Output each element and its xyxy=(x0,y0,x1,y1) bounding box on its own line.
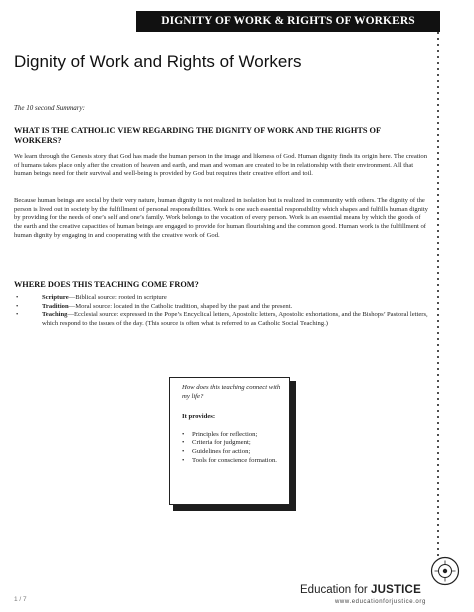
brand-logo-text xyxy=(300,584,421,596)
list-item xyxy=(14,294,428,303)
list-item xyxy=(182,431,281,440)
header-banner: DIGNITY OF WORK & RIGHTS OF WORKERS xyxy=(136,11,440,32)
bullet-marker: • xyxy=(16,294,19,301)
brand-prefix: Education for xyxy=(300,584,371,596)
section-heading-catholic-view: WHAT IS THE CATHOLIC VIEW REGARDING THE DIGNITY OF WORK AND THE RIGHTS OF WORKERS? xyxy=(14,126,381,145)
website-url: www.educationforjustice.org xyxy=(335,599,426,605)
dotted-rule xyxy=(437,30,439,558)
source-term: Teaching xyxy=(42,311,68,319)
list-item xyxy=(182,457,281,466)
callout-question: How does this teaching connect with my life? xyxy=(182,384,281,400)
bullet-marker: • xyxy=(182,430,185,438)
callout-item-text: Principles for reflection; xyxy=(192,430,258,438)
callout-item-text: Criteria for judgment; xyxy=(192,439,251,447)
source-description: —Biblical source: rooted in scripture xyxy=(68,294,167,301)
source-term: Tradition xyxy=(42,302,69,310)
source-description: —Ecclesial source: expressed in the Pope’s Encyclical letters, Apostolic letters, Apostolic exhortations, and the Bishops’ Pastoral letters, which respond to the issues of the day. (This source is often what is referred to as Catholic Social Teaching.) xyxy=(42,311,428,327)
brand-strong: JUSTICE xyxy=(370,584,421,596)
list-item xyxy=(14,311,428,328)
bullet-marker: • xyxy=(16,302,19,310)
bullet-marker: • xyxy=(182,447,185,455)
callout-item-text: Tools for conscience formation. xyxy=(192,456,277,464)
callout-box xyxy=(169,377,290,505)
list-item xyxy=(182,439,281,448)
center-of-concern-seal-icon xyxy=(430,556,460,586)
page-number: 1 / 7 xyxy=(14,596,27,603)
paragraph-social-nature: Because human beings are social by their very nature, human dignity is not realized in isolation but is realized in community with others. The dignity of the person is lived out in society by the fulfillment of personal responsibilities. Work is one such essential responsibility which shapes and fulfills human dignity by providing for the needs of one’s self and one’s family. Work belongs to the vocation of every person. Work is an essential means by which the goods of the earth and the creative capacities of human beings are engaged to provide for human flourishing and the common good. Human work is the fulfillment of human dignity by engaging in and cooperating with the creative work of God. xyxy=(14,197,428,239)
callout-list xyxy=(182,431,281,465)
summary-label: The 10 second Summary: xyxy=(14,104,85,112)
source-term: Scripture xyxy=(42,294,69,301)
sources-list xyxy=(14,294,428,328)
section-heading-sources: WHERE DOES THIS TEACHING COME FROM? xyxy=(14,280,199,289)
bullet-marker: • xyxy=(182,439,185,447)
document-title: Dignity of Work and Rights of Workers xyxy=(14,52,302,71)
source-description: —Moral source: located in the Catholic tradition, shaped by the past and the present. xyxy=(68,302,293,310)
paragraph-genesis: We learn through the Genesis story that God has made the human person in the image and likeness of God. Human dignity finds its origin here. The creation of humans takes place only after the creation of heaven and earth, and man and woman are created to be in relationship with their environment. All that human beings need for their survival and well-being is provided by God but requires their creative effort and toil. xyxy=(14,153,428,178)
callout-item-text: Guidelines for action; xyxy=(192,447,251,455)
list-item xyxy=(14,303,428,312)
list-item xyxy=(182,448,281,457)
callout-provides-label: It provides: xyxy=(182,413,216,421)
bullet-marker: • xyxy=(16,311,19,319)
bullet-marker: • xyxy=(182,456,185,464)
